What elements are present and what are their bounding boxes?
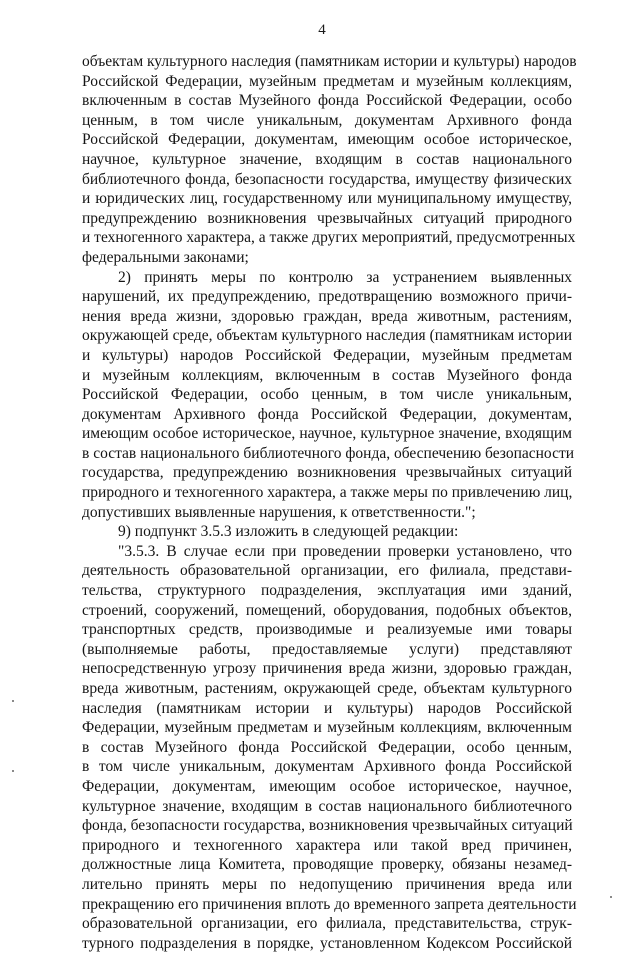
text-line: Российской Федерации, документам, имеющим особое историческое, — [82, 131, 572, 149]
text-line: в состав Музейного фонда Российской Федерации, особо ценным, — [82, 738, 572, 756]
text-line: и культуры) народов Российской Федерации, музейным предметам — [82, 346, 572, 364]
text-line: Федерации, музейным предметам и музейным коллекциям, включенным — [82, 719, 572, 737]
text-line: наследия (памятникам истории и культуры) народов Российской — [82, 699, 572, 717]
text-line: "3.5.3. В случае если при проведении проверки установлено, что — [118, 542, 572, 560]
text-line: нарушений, их предупреждению, предотвращению возможного причи- — [82, 288, 572, 306]
text-line: природного и техногенного характера, а также меры по привлечению лиц, — [82, 484, 573, 502]
text-line: культурное значение, входящим в состав национального библиотечного — [82, 797, 572, 815]
scan-speck — [12, 770, 14, 772]
text-line: и юридических лиц, государственному или муниципальному имуществу, — [82, 190, 572, 208]
text-line: образовательной организации, его филиала, представительства, струк- — [82, 915, 572, 933]
text-line: в состав национального библиотечного фонда, обеспечению безопасности — [82, 444, 575, 462]
text-line: и техногенного характера, а также других мероприятий, предусмотренных — [82, 229, 576, 247]
text-line: (выполняемые работы, предоставляемые услуги) представляют — [82, 640, 572, 658]
scan-speck — [610, 896, 612, 898]
text-line: природного и техногенного характера или такой вред причинен, — [82, 836, 572, 854]
page-number: 4 — [318, 22, 326, 38]
text-line: в том числе уникальным, документам Архивного фонда Российской — [82, 758, 572, 776]
text-line: турного подразделения в порядке, установленном Кодексом Российской — [82, 934, 572, 952]
text-line: государства, предупреждению возникновения чрезвычайных ситуаций — [82, 464, 572, 482]
text-line: лительно принять меры по недопущению причинения вреда или — [82, 875, 572, 893]
text-line: тельства, структурного подразделения, эксплуатация ими зданий, — [82, 582, 572, 600]
text-line: непосредственную угрозу причинения вреда жизни, здоровью граждан, — [82, 660, 572, 678]
scan-speck — [12, 700, 14, 702]
text-line: документам Архивного фонда Российской Федерации, документам, — [82, 405, 572, 423]
text-line: ценным, в том числе уникальным, документам Архивного фонда — [82, 111, 572, 129]
text-line: фонда, безопасности государства, возникновения чрезвычайных ситуаций — [82, 817, 573, 835]
text-line: транспортных средств, производимые и реализуемые ими товары — [82, 621, 572, 639]
text-line: 9) подпункт 3.5.3 изложить в следующей редакции: — [118, 523, 459, 541]
text-line: имеющим особое историческое, научное, культурное значение, входящим — [82, 425, 572, 443]
text-line: предупреждению возникновения чрезвычайных ситуаций природного — [82, 209, 572, 227]
text-line: и музейным коллекциям, включенным в состав Музейного фонда — [82, 366, 572, 384]
text-line: деятельность образовательной организации, его филиала, представи- — [82, 562, 572, 580]
text-line: федеральными законами; — [82, 248, 249, 266]
text-line: Федерации, документам, имеющим особое историческое, научное, — [82, 777, 572, 795]
text-line: 2) принять меры по контролю за устранением выявленных — [118, 268, 572, 286]
text-line: должностные лица Комитета, проводящие проверку, обязаны незамед- — [82, 856, 572, 874]
text-line: научное, культурное значение, входящим в состав национального — [82, 150, 572, 168]
text-line: библиотечного фонда, безопасности государства, имуществу физических — [82, 170, 572, 188]
document-body — [82, 52, 577, 953]
text-line: строений, сооружений, помещений, оборудования, подобных объектов, — [82, 601, 572, 619]
text-line: допустивших выявленные нарушения, к ответственности."; — [82, 503, 476, 521]
text-line: нения вреда жизни, здоровью граждан, вреда животным, растениям, — [82, 307, 572, 325]
text-line: окружающей среде, объектам культурного наследия (памятникам истории — [82, 327, 572, 345]
text-line: прекращению его причинения вплоть до временного запрета деятельности — [82, 895, 577, 913]
text-line: вреда животным, растениям, окружающей среде, объектам культурного — [82, 680, 572, 697]
text-line: Российской Федерации, музейным предметам и музейным коллекциям, — [82, 72, 572, 90]
text-line: Российской Федерации, особо ценным, в том числе уникальным, — [82, 386, 572, 404]
text-line: объектам культурного наследия (памятникам истории и культуры) народов — [82, 53, 577, 70]
text-line: включенным в состав Музейного фонда Российской Федерации, особо — [82, 92, 572, 110]
